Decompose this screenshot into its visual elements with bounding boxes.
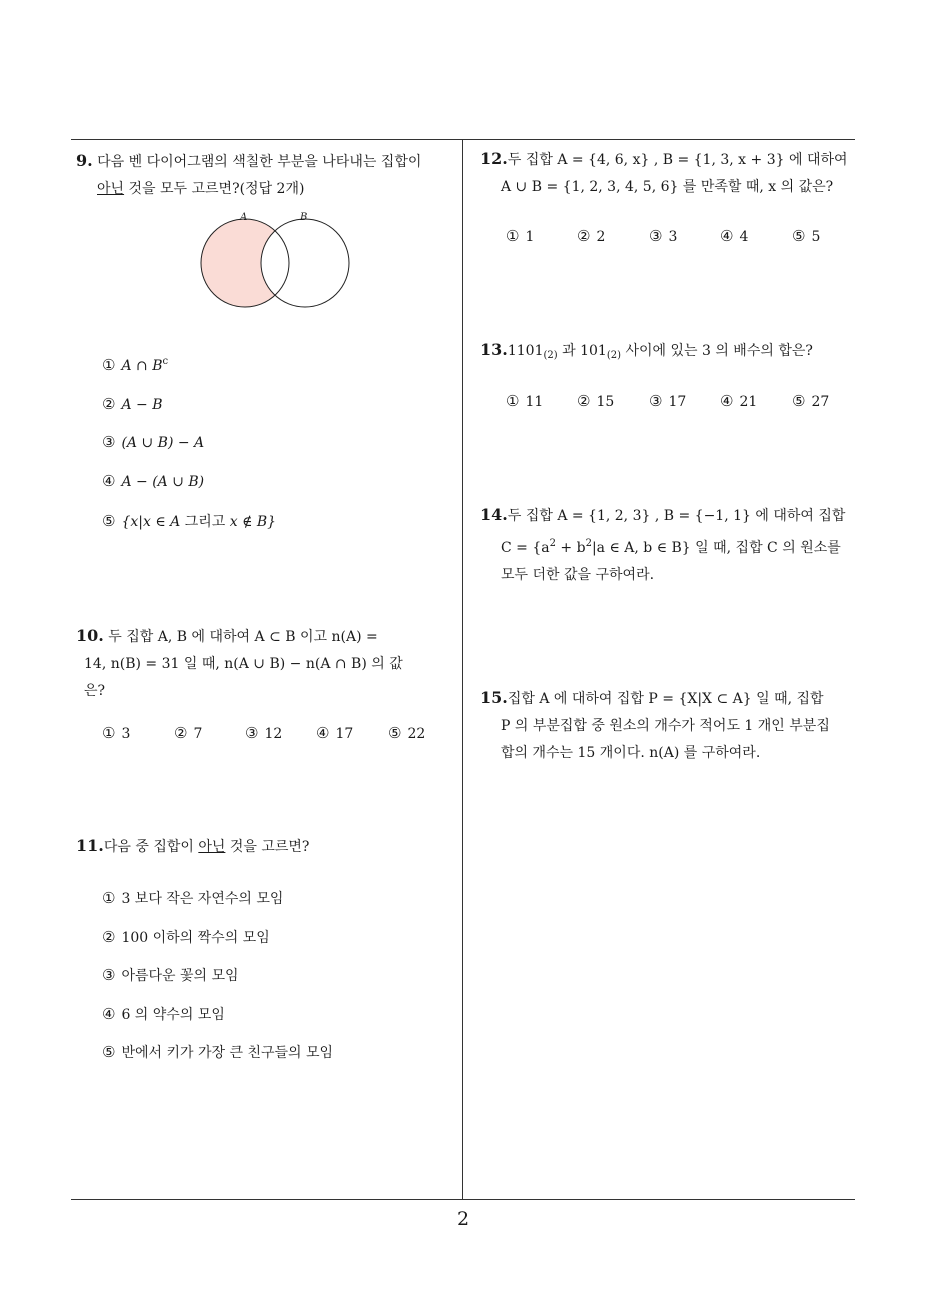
- q9-option-3[interactable]: ③ (A ∪ B) − A: [102, 433, 205, 451]
- question-text: 다음 벤 다이어그램의 색칠한 부분을 나타내는 집합이: [97, 154, 422, 170]
- question-number: 9.: [76, 151, 93, 170]
- q11-option-3[interactable]: ③ 아름다운 꽃의 모임: [102, 966, 239, 984]
- question-9: [76, 147, 456, 203]
- q12-option-5[interactable]: ⑤ 5: [792, 227, 821, 245]
- question-text: 은?: [84, 683, 106, 699]
- venn-label-b: B: [300, 212, 308, 223]
- q12-option-1[interactable]: ① 1: [506, 227, 535, 245]
- venn-label-a: A: [240, 212, 248, 223]
- q10-option-3[interactable]: ③ 12: [245, 724, 283, 742]
- question-15: [480, 684, 860, 767]
- question-number: 13.: [480, 340, 508, 359]
- q13-option-3[interactable]: ③ 17: [649, 392, 687, 410]
- question-number: 12.: [480, 149, 508, 168]
- question-text: 것을 고르면?: [225, 839, 310, 855]
- underlined-word: 아닌: [97, 181, 125, 197]
- page-number: 2: [456, 1208, 470, 1230]
- top-rule: [71, 139, 855, 140]
- underlined-word: 아닌: [198, 839, 226, 855]
- question-text: 다음 중 집합이: [103, 839, 199, 855]
- question-text: P 의 부분집합 중 원소의 개수가 적어도 1 개인 부분집: [501, 718, 830, 734]
- q11-option-1[interactable]: ① 3 보다 작은 자연수의 모임: [102, 889, 284, 907]
- question-11: [76, 832, 456, 861]
- question-text: 사이에 있는 3 의 배수의 합은?: [621, 343, 813, 359]
- q12-option-2[interactable]: ② 2: [577, 227, 606, 245]
- question-text: 모두 더한 값을 구하여라.: [501, 567, 655, 583]
- question-text: 합의 개수는 15 개이다. n(A) 를 구하여라.: [501, 745, 761, 761]
- q11-option-5[interactable]: ⑤ 반에서 키가 가장 큰 친구들의 모임: [102, 1043, 334, 1061]
- q11-option-4[interactable]: ④ 6 의 약수의 모임: [102, 1005, 225, 1023]
- question-13: $13.1101_{(2)}$ 과 $101_{(2)}$ 사이에 있는 3 의 배수의 합은?: [480, 340, 813, 361]
- question-text: A ∪ B = {1, 2, 3, 4, 5, 6} 를 만족할 때, x 의 값은?: [501, 179, 834, 195]
- bottom-rule: [71, 1199, 855, 1200]
- q10-option-5[interactable]: ⑤ 22: [388, 724, 426, 742]
- q13-option-1[interactable]: ① 11: [506, 392, 544, 410]
- question-text: 집합 A 에 대하여 집합 P = {X|X ⊂ A} 일 때, 집합: [507, 691, 824, 707]
- question-10: [76, 622, 456, 705]
- q9-option-1[interactable]: ① A ∩ $B^c$: [102, 356, 169, 374]
- question-text: 두 집합 A = {1, 2, 3} , B = {−1, 1} 에 대하여 집합: [507, 508, 846, 524]
- q9-option-2[interactable]: ② A − B: [102, 395, 163, 413]
- venn-diagram: [195, 208, 360, 318]
- q12-option-4[interactable]: ④ 4: [720, 227, 749, 245]
- q10-option-4[interactable]: ④ 17: [316, 724, 354, 742]
- q12-option-3[interactable]: ③ 3: [649, 227, 678, 245]
- question-number: 10.: [76, 626, 104, 645]
- question-text: 것을 모두 고르면?(정답 2개): [124, 181, 305, 197]
- q13-option-2[interactable]: ② 15: [577, 392, 615, 410]
- q11-option-2[interactable]: ② 100 이하의 짝수의 모임: [102, 928, 270, 946]
- question-text: 두 집합 A = {4, 6, x} , B = {1, 3, x + 3} 에 대하여: [507, 152, 848, 168]
- question-number: 15.: [480, 688, 508, 707]
- q10-option-1[interactable]: ① 3: [102, 724, 131, 742]
- q13-option-5[interactable]: ⑤ 27: [792, 392, 830, 410]
- question-text: 두 집합 A, B 에 대하여 A ⊂ B 이고 n(A) =: [108, 629, 378, 645]
- question-14: 14.두 집합 A = {1, 2, 3} , B = {−1, 1} 에 대하여 집합 $C = \{a^2 + b^2|a$ ∈ A, b ∈ B} 일 때, 집합 C 의 원소를 모두 더한 값을 구하여라.: [480, 501, 860, 589]
- q10-option-2[interactable]: ② 7: [174, 724, 203, 742]
- question-text: 14, n(B) = 31 일 때, n(A ∪ B) − n(A ∩ B) 의 값: [84, 656, 403, 672]
- q9-option-4[interactable]: ④ A − (A ∪ B): [102, 472, 205, 490]
- question-number: 14.: [480, 505, 508, 524]
- q13-option-4[interactable]: ④ 21: [720, 392, 758, 410]
- question-12: [480, 145, 860, 201]
- column-divider: [462, 139, 463, 1200]
- question-number: 11.: [76, 836, 104, 855]
- q9-option-5[interactable]: ⑤ {x|x ∈ A 그리고 x ∉ B}: [102, 512, 277, 530]
